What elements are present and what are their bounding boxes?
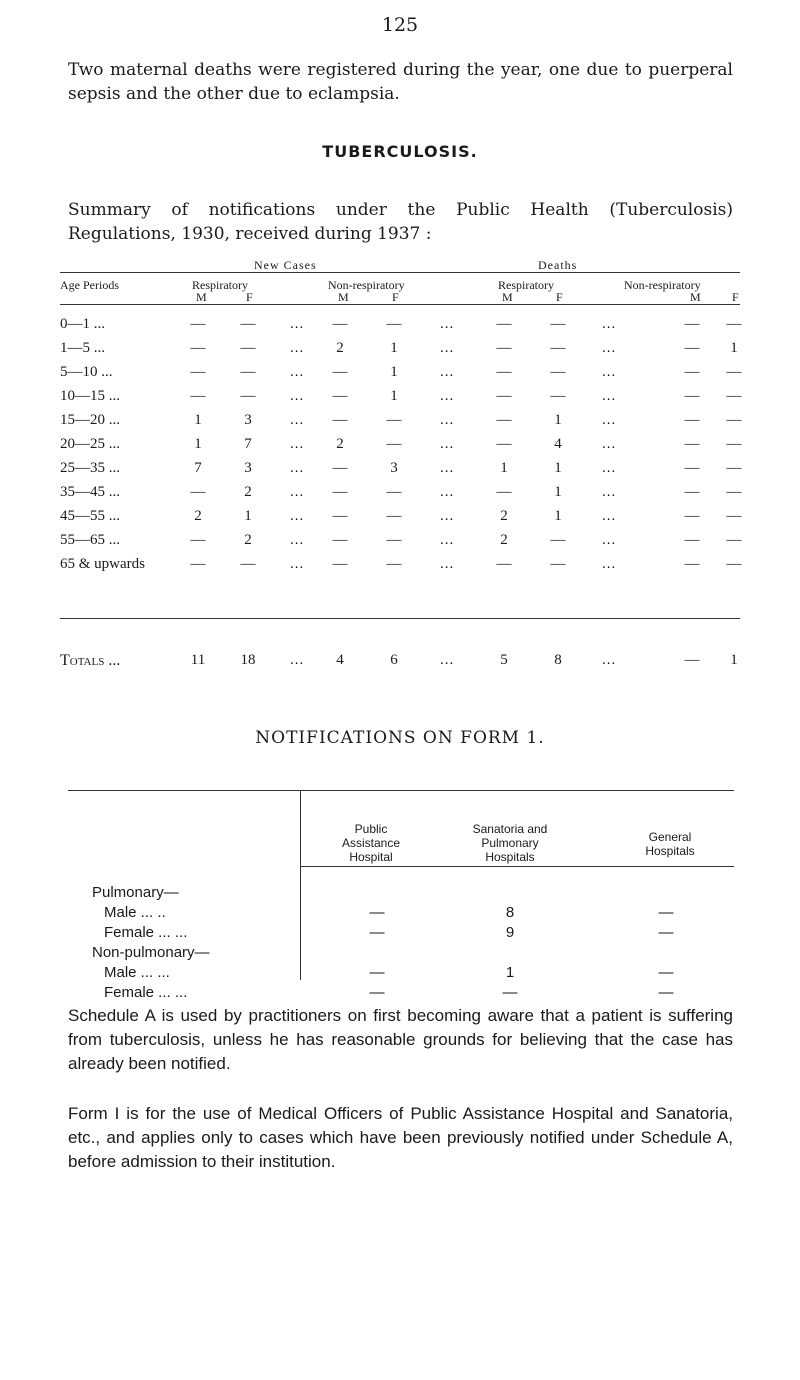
- table-cell: —: [726, 508, 742, 524]
- table-cell: 2: [244, 484, 252, 500]
- table-cell: 1: [554, 484, 562, 500]
- totals-cell: —: [684, 652, 700, 668]
- leader-dots: ...: [440, 532, 455, 548]
- table-cell: 2: [336, 436, 344, 452]
- totals-cell: 6: [390, 652, 398, 668]
- table-cell: —: [684, 316, 700, 332]
- table-cell: —: [726, 484, 742, 500]
- table-cell: —: [550, 388, 566, 404]
- table-cell: —: [550, 556, 566, 572]
- leader-dots: ...: [290, 484, 305, 500]
- table-cell: —: [332, 556, 348, 572]
- leader-dots: ...: [602, 484, 617, 500]
- form1-header-rule: [300, 866, 734, 867]
- table-cell: —: [496, 388, 512, 404]
- table-cell: —: [496, 412, 512, 428]
- table-cell: 1: [194, 436, 202, 452]
- table-cell: —: [386, 508, 402, 524]
- table-cell: 1: [554, 508, 562, 524]
- leader-dots: ...: [440, 388, 455, 404]
- table-cell: —: [332, 364, 348, 380]
- age-period-label: 45—55 ...: [60, 508, 120, 524]
- table-cell: —: [726, 556, 742, 572]
- table-cell: 4: [554, 436, 562, 452]
- table-cell: 2: [244, 532, 252, 548]
- table-cell: —: [726, 532, 742, 548]
- age-period-label: 25—35 ...: [60, 460, 120, 476]
- table-cell: —: [550, 340, 566, 356]
- table-cell: —: [550, 532, 566, 548]
- leader-dots: ...: [602, 412, 617, 428]
- table-cell: —: [369, 924, 385, 941]
- table-cell: 1: [730, 340, 738, 356]
- table-cell: 1: [390, 340, 398, 356]
- table-cell: —: [332, 412, 348, 428]
- leader-dots: ...: [602, 340, 617, 356]
- table-cell: —: [726, 364, 742, 380]
- table-cell: —: [190, 316, 206, 332]
- table-cell: —: [240, 388, 256, 404]
- table-top-rule: [60, 272, 740, 273]
- table-cell: 2: [500, 508, 508, 524]
- table-cell: 1: [554, 460, 562, 476]
- table-cell: 1: [194, 412, 202, 428]
- table-cell: —: [684, 556, 700, 572]
- table-cell: —: [684, 340, 700, 356]
- pulmonary-female-label: Female ... ...: [104, 924, 188, 941]
- table-cell: —: [386, 532, 402, 548]
- intro-paragraph: Two maternal deaths were registered during the year, one due to puerperal sepsis and the other due to eclampsia.: [68, 60, 733, 104]
- table-cell: 2: [336, 340, 344, 356]
- table-cell: —: [332, 460, 348, 476]
- age-period-label: 5—10 ...: [60, 364, 113, 380]
- form-paragraph: Form I is for the use of Medical Officers of Public Assistance Hospital and Sanatoria, etc., and applies only to cases which have been previously notified under Schedule A, before admission to their institution.: [68, 1104, 733, 1171]
- age-period-label: 0—1 ...: [60, 316, 105, 332]
- totals-cell: 1: [730, 652, 738, 668]
- new-cases-header: New Cases: [254, 258, 317, 272]
- age-period-label: 1—5 ...: [60, 340, 105, 356]
- form1-divider: [300, 790, 301, 980]
- age-period-label: 15—20 ...: [60, 412, 120, 428]
- table-cell: —: [386, 484, 402, 500]
- table-header-rule: [60, 304, 740, 305]
- sex-header: M: [338, 290, 349, 304]
- age-period-label: 35—45 ...: [60, 484, 120, 500]
- leader-dots: ...: [290, 460, 305, 476]
- table-cell: —: [658, 904, 674, 921]
- table-cell: —: [684, 412, 700, 428]
- table-cell: —: [496, 340, 512, 356]
- table-cell: —: [726, 436, 742, 452]
- table-cell: —: [190, 556, 206, 572]
- age-periods-header: Age Periods: [60, 278, 119, 292]
- table-cell: 7: [244, 436, 252, 452]
- table-cell: 8: [505, 904, 515, 921]
- table-cell: 1: [244, 508, 252, 524]
- table-cell: —: [386, 436, 402, 452]
- leader-dots: ...: [290, 340, 305, 356]
- table-cell: —: [369, 904, 385, 921]
- table-cell: 1: [500, 460, 508, 476]
- table-cell: —: [550, 316, 566, 332]
- leader-dots: ...: [440, 484, 455, 500]
- sex-header: F: [556, 290, 563, 304]
- table-cell: —: [190, 532, 206, 548]
- nonpulmonary-male-label: Male ... ...: [104, 964, 170, 981]
- table-cell: —: [726, 412, 742, 428]
- leader-dots: ...: [440, 460, 455, 476]
- table-cell: —: [332, 316, 348, 332]
- totals-cell: 11: [190, 652, 206, 668]
- col-public-assistance-header: Public Assistance Hospital: [341, 822, 401, 864]
- table-cell: 1: [390, 364, 398, 380]
- table-bottom-rule: [60, 618, 740, 619]
- table-cell: —: [684, 460, 700, 476]
- leader-dots: ...: [440, 508, 455, 524]
- totals-label: Totals ...: [60, 652, 121, 669]
- table-cell: —: [658, 984, 674, 1001]
- age-period-label: 20—25 ...: [60, 436, 120, 452]
- leader-dots: ...: [440, 364, 455, 380]
- table-cell: —: [726, 460, 742, 476]
- col-sanatoria-header: Sanatoria and Pulmonary Hospitals: [472, 822, 548, 864]
- table-cell: —: [726, 316, 742, 332]
- table-cell: —: [332, 388, 348, 404]
- summary-paragraph: Summary of notifications under the Public Health (Tuberculosis) Regulations, 1930, received during 1937 :: [68, 200, 733, 244]
- nonpulmonary-group-label: Non-pulmonary—: [92, 944, 210, 961]
- table-cell: —: [190, 388, 206, 404]
- table-cell: —: [502, 984, 518, 1001]
- leader-dots: ...: [602, 388, 617, 404]
- sex-header: M: [502, 290, 513, 304]
- leader-dots: ...: [602, 508, 617, 524]
- table-cell: —: [386, 412, 402, 428]
- totals-cell: 18: [240, 652, 256, 668]
- table-cell: 3: [244, 460, 252, 476]
- schedule-paragraph: Schedule A is used by practitioners on first becoming aware that a patient is suffering from tuberculosis, unless he has reasonable grounds for believing that the case has already been notified.: [68, 1006, 733, 1073]
- table-cell: 3: [244, 412, 252, 428]
- leader-dots: ...: [440, 652, 455, 668]
- leader-dots: ...: [440, 436, 455, 452]
- leader-dots: ...: [290, 364, 305, 380]
- page-number: 125: [381, 14, 419, 36]
- totals-cell: 5: [500, 652, 508, 668]
- leader-dots: ...: [290, 556, 305, 572]
- table-cell: —: [386, 316, 402, 332]
- col-general-hospitals-header: General Hospitals: [645, 830, 695, 858]
- resp-deaths-header: Respiratory: [498, 278, 554, 292]
- age-period-label: 65 & upwards: [60, 556, 145, 572]
- table-cell: 3: [390, 460, 398, 476]
- deaths-header: Deaths: [538, 258, 578, 272]
- resp-new-header: Respiratory: [192, 278, 248, 292]
- table-cell: —: [190, 484, 206, 500]
- table-cell: 1: [554, 412, 562, 428]
- table-cell: —: [369, 984, 385, 1001]
- table-cell: —: [496, 556, 512, 572]
- table-cell: —: [684, 484, 700, 500]
- leader-dots: ...: [440, 340, 455, 356]
- table-cell: —: [240, 556, 256, 572]
- leader-dots: ...: [290, 436, 305, 452]
- table-cell: —: [240, 364, 256, 380]
- leader-dots: ...: [602, 532, 617, 548]
- table-cell: —: [726, 388, 742, 404]
- leader-dots: ...: [602, 460, 617, 476]
- sex-header: M: [690, 290, 701, 304]
- leader-dots: ...: [602, 436, 617, 452]
- table-cell: 1: [390, 388, 398, 404]
- table-cell: —: [496, 484, 512, 500]
- sex-header: F: [246, 290, 253, 304]
- table-cell: 2: [194, 508, 202, 524]
- leader-dots: ...: [290, 532, 305, 548]
- leader-dots: ...: [440, 412, 455, 428]
- form1-top-rule: [68, 790, 734, 791]
- leader-dots: ...: [440, 556, 455, 572]
- leader-dots: ...: [290, 412, 305, 428]
- table-cell: —: [240, 316, 256, 332]
- form1-title: NOTIFICATIONS ON FORM 1.: [255, 728, 545, 748]
- leader-dots: ...: [290, 388, 305, 404]
- table-cell: —: [496, 364, 512, 380]
- table-cell: —: [658, 924, 674, 941]
- table-cell: —: [369, 964, 385, 981]
- table-cell: —: [386, 556, 402, 572]
- age-period-label: 10—15 ...: [60, 388, 120, 404]
- table-cell: —: [190, 364, 206, 380]
- leader-dots: ...: [290, 316, 305, 332]
- table-cell: —: [190, 340, 206, 356]
- table-cell: —: [332, 484, 348, 500]
- leader-dots: ...: [602, 316, 617, 332]
- table-cell: —: [684, 364, 700, 380]
- leader-dots: ...: [290, 652, 305, 668]
- leader-dots: ...: [602, 364, 617, 380]
- table-cell: —: [240, 340, 256, 356]
- table-cell: —: [496, 436, 512, 452]
- sex-header: F: [392, 290, 399, 304]
- totals-cell: 8: [554, 652, 562, 668]
- nonpulmonary-female-label: Female ... ...: [104, 984, 188, 1001]
- section-heading: TUBERCULOSIS.: [322, 142, 478, 161]
- pulmonary-male-label: Male ... ..: [104, 904, 166, 921]
- totals-cell: 4: [336, 652, 344, 668]
- table-cell: —: [332, 508, 348, 524]
- sex-header: M: [196, 290, 207, 304]
- age-period-label: 55—65 ...: [60, 532, 120, 548]
- sex-header: F: [732, 290, 739, 304]
- leader-dots: ...: [602, 652, 617, 668]
- table-cell: 1: [505, 964, 515, 981]
- nonresp-deaths-header: Non-respiratory: [624, 278, 701, 292]
- table-cell: —: [684, 388, 700, 404]
- pulmonary-group-label: Pulmonary—: [92, 884, 179, 901]
- table-cell: —: [496, 316, 512, 332]
- table-cell: 9: [505, 924, 515, 941]
- nonresp-new-header: Non-respiratory: [328, 278, 405, 292]
- table-cell: —: [684, 532, 700, 548]
- table-cell: —: [684, 436, 700, 452]
- table-cell: —: [332, 532, 348, 548]
- table-cell: 7: [194, 460, 202, 476]
- leader-dots: ...: [290, 508, 305, 524]
- table-cell: —: [658, 964, 674, 981]
- table-cell: —: [684, 508, 700, 524]
- table-cell: —: [550, 364, 566, 380]
- table-cell: 2: [500, 532, 508, 548]
- leader-dots: ...: [440, 316, 455, 332]
- leader-dots: ...: [602, 556, 617, 572]
